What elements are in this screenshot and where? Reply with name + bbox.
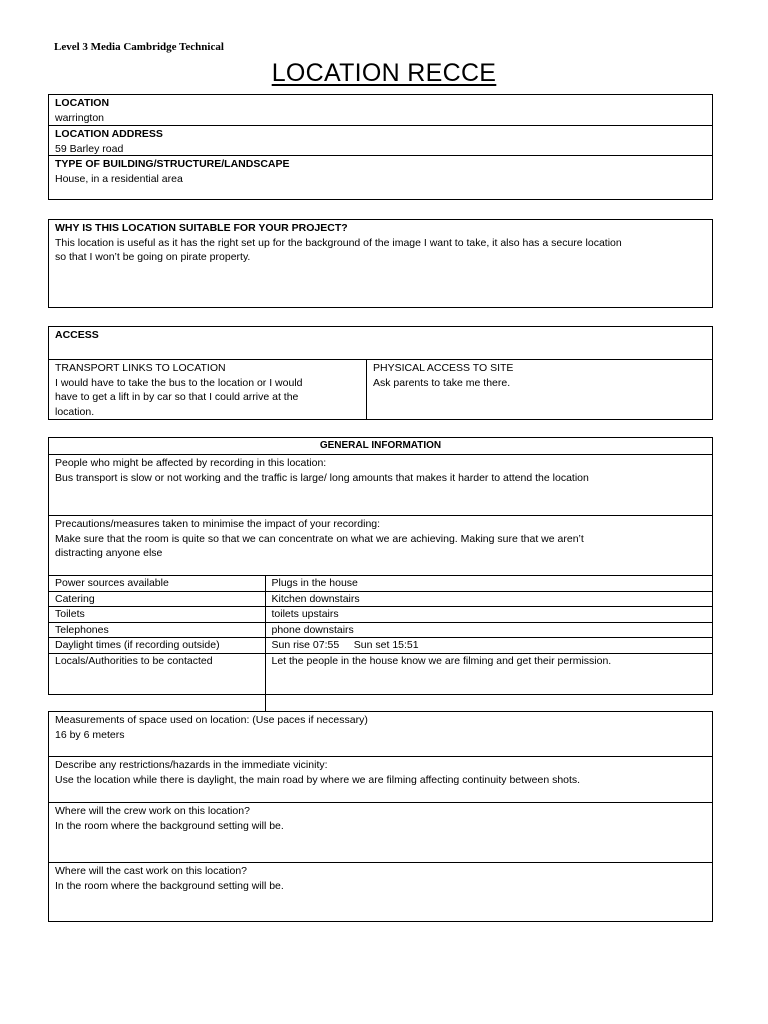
measurements-value: 16 by 6 meters (55, 728, 125, 741)
measurements-cell (49, 712, 712, 756)
general-info-table (49, 575, 712, 712)
general-information-heading: GENERAL INFORMATION (49, 438, 712, 455)
precautions-line-2: distracting anyone else (55, 547, 163, 559)
people-affected-value: Bus transport is slow or not working and the traffic is large/ long amounts that makes it harder to attend the location (55, 471, 589, 484)
building-type-value: House, in a residential area (55, 172, 183, 185)
people-affected-cell (49, 455, 712, 515)
access-section (48, 326, 713, 420)
suitability-section (48, 219, 713, 308)
address-label: LOCATION ADDRESS (55, 128, 163, 140)
precautions-cell (49, 515, 712, 575)
row-label: Daylight times (if recording outside) (49, 638, 265, 654)
precautions-line-1: Make sure that the room is quite so that we can concentrate on what we are achieving. Making sure that we aren’t (55, 532, 584, 545)
cast-cell (49, 862, 712, 920)
location-details-section (48, 711, 713, 922)
row-label: Telephones (49, 622, 265, 638)
general-information-section (48, 437, 713, 695)
address-cell (49, 125, 712, 155)
table-row (49, 653, 712, 712)
hazards-value: Use the location while there is daylight, the main road by where we are filming affecting continuity between shots. (55, 773, 581, 786)
transport-line-1: I would have to take the bus to the location or I would (55, 376, 303, 389)
page-title (0, 59, 768, 88)
transport-cell (49, 360, 367, 420)
row-label: Locals/Authorities to be contacted (49, 653, 265, 712)
crew-value: In the room where the background setting will be. (55, 819, 284, 832)
suitability-line-2: so that I won’t be going on pirate property. (55, 251, 251, 263)
crew-label: Where will the crew work on this location? (55, 805, 250, 817)
page-title-text: LOCATION RECCE (271, 59, 497, 87)
address-value: 59 Barley road (55, 142, 124, 155)
building-type-cell (49, 155, 712, 185)
cast-label: Where will the cast work on this location? (55, 865, 247, 877)
physical-access-label: PHYSICAL ACCESS TO SITE (373, 362, 514, 374)
row-value: Kitchen downstairs (265, 591, 712, 607)
row-value: phone downstairs (265, 622, 712, 638)
transport-line-2: have to get a lift in by car so that I could arrive at the (55, 391, 299, 403)
people-affected-label: People who might be affected by recording in this location: (55, 457, 327, 469)
table-row (49, 591, 712, 607)
transport-label: TRANSPORT LINKS TO LOCATION (55, 362, 226, 374)
table-row (49, 607, 712, 623)
table-row (49, 622, 712, 638)
location-section (48, 94, 713, 200)
row-value: Sun rise 07:55 Sun set 15:51 (265, 638, 712, 654)
hazards-label: Describe any restrictions/hazards in the immediate vicinity: (55, 759, 328, 771)
cast-value: In the room where the background setting will be. (55, 879, 284, 892)
table-row (49, 638, 712, 654)
building-type-label: TYPE OF BUILDING/STRUCTURE/LANDSCAPE (55, 158, 290, 170)
suitability-label: WHY IS THIS LOCATION SUITABLE FOR YOUR PROJECT? (55, 222, 348, 234)
row-value: Plugs in the house (265, 576, 712, 592)
location-value: warrington (55, 111, 105, 124)
access-label: ACCESS (55, 329, 99, 341)
row-value: toilets upstairs (265, 607, 712, 623)
physical-access-cell (367, 360, 712, 420)
access-header-cell (49, 327, 712, 359)
transport-line-3: location. (55, 405, 95, 418)
suitability-line-1: This location is useful as it has the right set up for the background of the image I want to take, it also has a secure location (55, 236, 622, 249)
measurements-label: Measurements of space used on location: (Use paces if necessary) (55, 714, 368, 726)
access-split-row (49, 359, 712, 420)
location-cell (49, 95, 712, 125)
precautions-label: Precautions/measures taken to minimise the impact of your recording: (55, 518, 381, 530)
physical-access-value: Ask parents to take me there. (373, 376, 511, 389)
row-label: Power sources available (49, 576, 265, 592)
table-row (49, 576, 712, 592)
row-label: Toilets (49, 607, 265, 623)
row-value: Let the people in the house know we are filming and get their permission. (265, 653, 712, 712)
crew-cell (49, 802, 712, 862)
suitability-cell (49, 220, 712, 265)
location-label: LOCATION (55, 97, 110, 109)
course-header: Level 3 Media Cambridge Technical (54, 41, 224, 53)
hazards-cell (49, 756, 712, 802)
row-label: Catering (49, 591, 265, 607)
